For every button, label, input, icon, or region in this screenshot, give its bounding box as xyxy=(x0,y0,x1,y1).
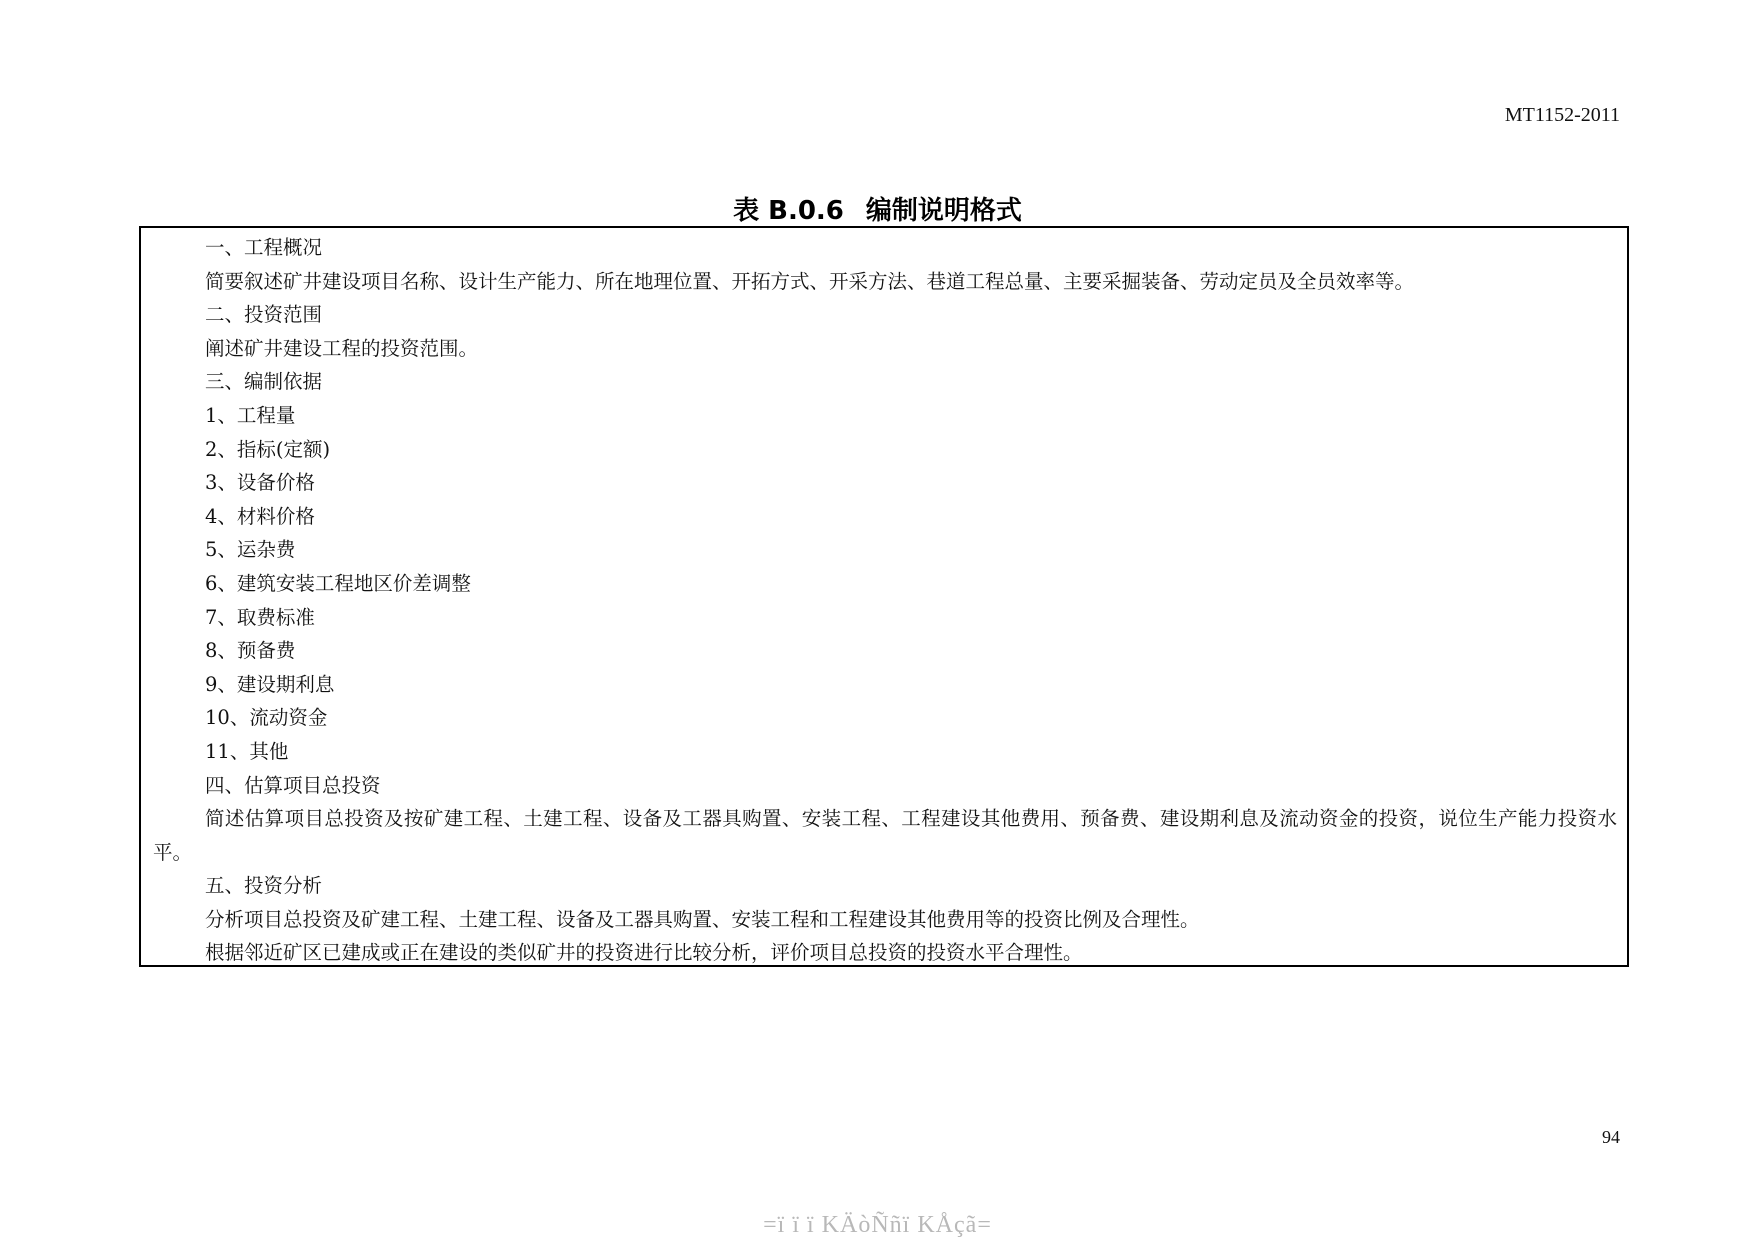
body-line: 阐述矿井建设工程的投资范围。 xyxy=(205,336,479,360)
list-item: 9、建设期利息 xyxy=(205,672,335,696)
list-item: 3、设备价格 xyxy=(205,471,315,495)
body-line: 分析项目总投资及矿建工程、土建工程、设备及工器具购置、安装工程和工程建设其他费用等的投资比例及合理性。 xyxy=(205,907,1200,931)
watermark-text: =ï ï ï KÄòÑñï KÅçã= xyxy=(763,1212,992,1238)
standard-code: MT1152-2011 xyxy=(1504,104,1620,126)
section-heading: 四、估算项目总投资 xyxy=(205,773,381,797)
body-line: 简要叙述矿井建设项目名称、设计生产能力、所在地理位置、开拓方式、开采方法、巷道工程总量、主要采掘装备、劳动定员及全员效率等。 xyxy=(205,269,1415,293)
table-number: 表 B.0.6 xyxy=(733,196,844,226)
list-item: 10、流动资金 xyxy=(205,706,328,730)
section-heading: 一、工程概况 xyxy=(205,236,323,259)
table-title-text: 编制说明格式 xyxy=(865,196,1022,226)
list-item: 8、预备费 xyxy=(205,639,296,663)
list-item: 1、工程量 xyxy=(205,403,296,427)
section-heading: 五、投资分析 xyxy=(205,874,323,898)
description-box xyxy=(139,226,1629,967)
list-item: 4、材料价格 xyxy=(205,504,315,528)
page-number: 94 xyxy=(1602,1127,1620,1147)
body-paragraph: 简述估算项目总投资及按矿建工程、土建工程、设备及工器具购置、安装工程、工程建设其他费用、预备费、建设期利息及流动资金的投资，说位生产能力投资水平。 xyxy=(153,807,1617,864)
section-heading: 二、投资范围 xyxy=(205,303,323,327)
list-item: 2、指标(定额) xyxy=(205,437,331,461)
list-item: 6、建筑安装工程地区价差调整 xyxy=(205,571,471,595)
section-heading: 三、编制依据 xyxy=(205,370,323,394)
list-item: 5、运杂费 xyxy=(205,538,296,562)
table-title xyxy=(0,190,1755,227)
body-line: 根据邻近矿区已建成或正在建设的类似矿井的投资进行比较分析，评价项目总投资的投资水平合理性。 xyxy=(205,941,1083,965)
list-item: 7、取费标准 xyxy=(205,605,315,629)
list-item: 11、其他 xyxy=(205,739,289,763)
